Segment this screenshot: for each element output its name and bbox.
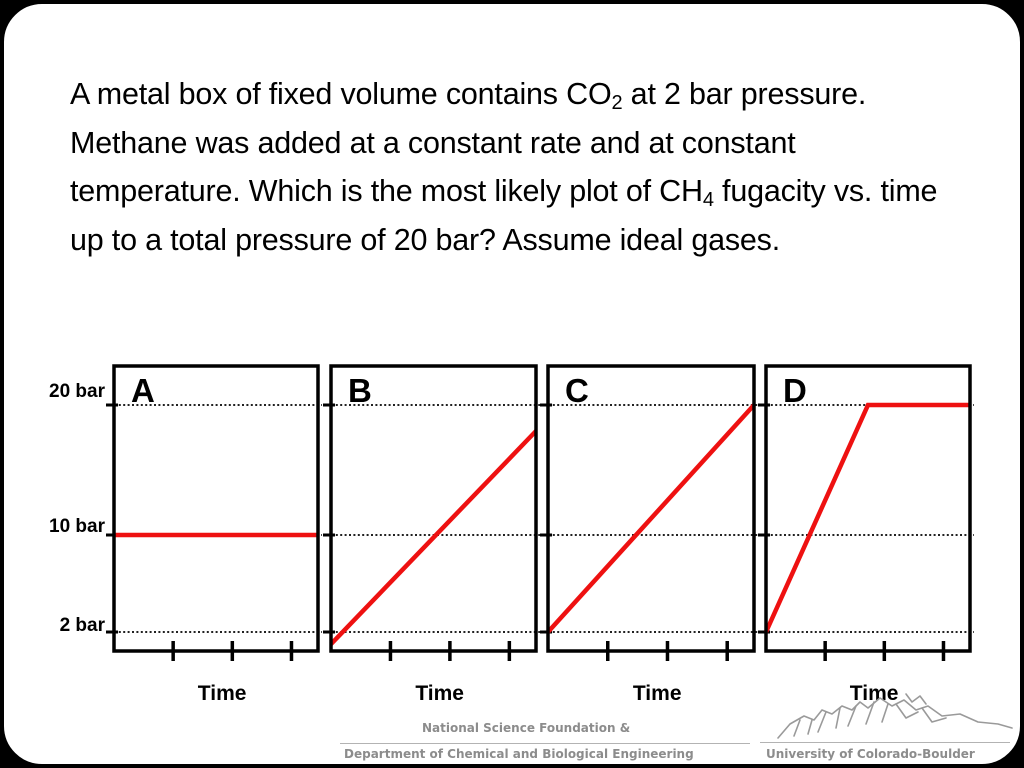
- plot-d-series-0: [766, 405, 970, 632]
- x-axis-label-d: Time: [849, 682, 899, 705]
- question-part-3: fugacity vs. time up to a total pressure of 20 bar? Assume ideal gases.: [70, 174, 938, 257]
- footer-rule-left: [340, 743, 750, 744]
- plot-c-series-0: [548, 405, 754, 632]
- footer-rule-right: [760, 742, 1010, 743]
- x-axis-label-a: Time: [197, 682, 247, 705]
- plot-label-a: A: [131, 372, 155, 409]
- question-subscript-co2: 2: [611, 92, 623, 114]
- question-part-2: at 2 bar pressure. Methane was added at a constant rate and at constant temperature. Which is the most likely plot of CH: [70, 77, 867, 208]
- plot-label-c: C: [565, 372, 589, 409]
- footer-left: [340, 716, 750, 766]
- fugacity-plots: [4, 4, 1020, 764]
- mountain-logo-icon: [756, 684, 1018, 742]
- plot-b-series-0: [331, 431, 536, 644]
- footer-nsf: National Science Foundation &: [422, 721, 631, 735]
- slide: [2, 2, 1022, 766]
- x-axis-label-b: Time: [415, 682, 464, 705]
- question-part-1: A metal box of fixed volume contains CO: [70, 77, 612, 111]
- footer-right: [756, 684, 1018, 766]
- footer-department: Department of Chemical and Biological Engineering: [344, 747, 694, 761]
- plot-label-d: D: [783, 372, 807, 409]
- question-subscript-ch4: 4: [702, 189, 714, 211]
- footer-university: University of Colorado-Boulder: [766, 747, 975, 761]
- x-axis-label-c: Time: [632, 682, 682, 705]
- y-tick-label-10-bar: 10 bar: [49, 516, 105, 537]
- y-tick-label-2-bar: 2 bar: [59, 615, 105, 636]
- y-tick-label-20-bar: 20 bar: [49, 381, 105, 402]
- plot-label-b: B: [348, 372, 372, 409]
